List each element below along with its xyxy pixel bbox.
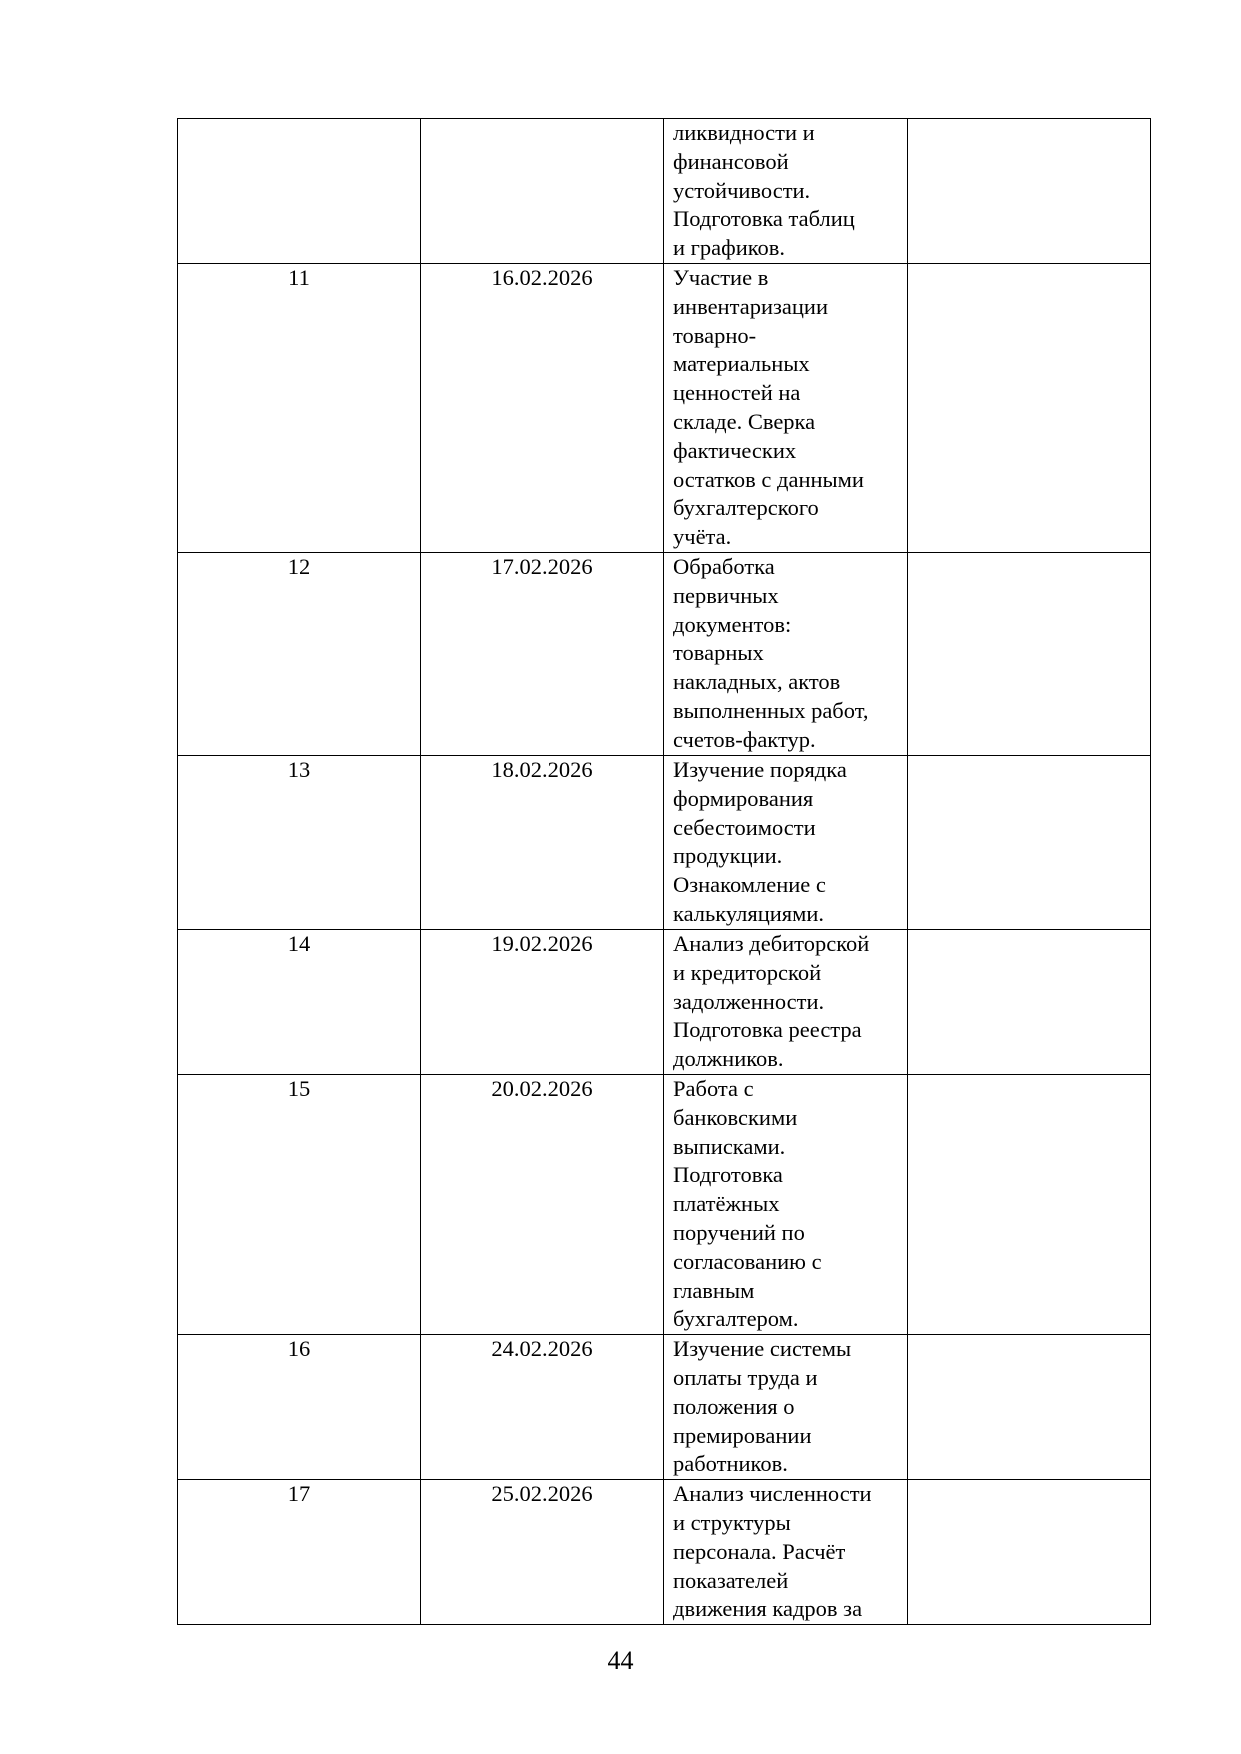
row-number-cell: 13 (178, 756, 421, 930)
table-row (178, 930, 1151, 1075)
table-row (178, 119, 1151, 264)
table-row (178, 1480, 1151, 1625)
task-description-cell: ликвидности и финансовой устойчивости. Подготовка таблиц и графиков. (664, 119, 908, 264)
table-row (178, 264, 1151, 553)
note-cell (908, 1335, 1151, 1480)
practice-log-table (177, 118, 1151, 1625)
note-cell (908, 264, 1151, 553)
task-description-cell: Анализ дебиторской и кредиторской задолженности. Подготовка реестра должников. (664, 930, 908, 1075)
date-cell: 17.02.2026 (421, 553, 664, 756)
row-number-cell (178, 119, 421, 264)
task-description-cell: Работа с банковскими выписками. Подготовка платёжных поручений по согласованию с главным бухгалтером. (664, 1075, 908, 1335)
date-cell (421, 119, 664, 264)
date-cell: 19.02.2026 (421, 930, 664, 1075)
task-description-cell: Обработка первичных документов: товарных накладных, актов выполненных работ, счетов-фактур. (664, 553, 908, 756)
note-cell (908, 930, 1151, 1075)
table-row (178, 1335, 1151, 1480)
table-row (178, 756, 1151, 930)
note-cell (908, 756, 1151, 930)
row-number-cell: 14 (178, 930, 421, 1075)
row-number-cell: 12 (178, 553, 421, 756)
task-description-cell: Анализ численности и структуры персонала. Расчёт показателей движения кадров за (664, 1480, 908, 1625)
task-description-cell: Участие в инвентаризации товарно- материальных ценностей на складе. Сверка фактических остатков с данными бухгалтерского учёта. (664, 264, 908, 553)
task-description-cell: Изучение системы оплаты труда и положения о премировании работников. (664, 1335, 908, 1480)
table-row (178, 553, 1151, 756)
row-number-cell: 17 (178, 1480, 421, 1625)
row-number-cell: 15 (178, 1075, 421, 1335)
page-number: 44 (607, 1646, 634, 1675)
row-number-cell: 16 (178, 1335, 421, 1480)
table-row (178, 1075, 1151, 1335)
note-cell (908, 119, 1151, 264)
date-cell: 16.02.2026 (421, 264, 664, 553)
row-number-cell: 11 (178, 264, 421, 553)
date-cell: 25.02.2026 (421, 1480, 664, 1625)
task-description-cell: Изучение порядка формирования себестоимости продукции. Ознакомление с калькуляциями. (664, 756, 908, 930)
note-cell (908, 553, 1151, 756)
note-cell (908, 1075, 1151, 1335)
date-cell: 24.02.2026 (421, 1335, 664, 1480)
date-cell: 20.02.2026 (421, 1075, 664, 1335)
note-cell (908, 1480, 1151, 1625)
date-cell: 18.02.2026 (421, 756, 664, 930)
